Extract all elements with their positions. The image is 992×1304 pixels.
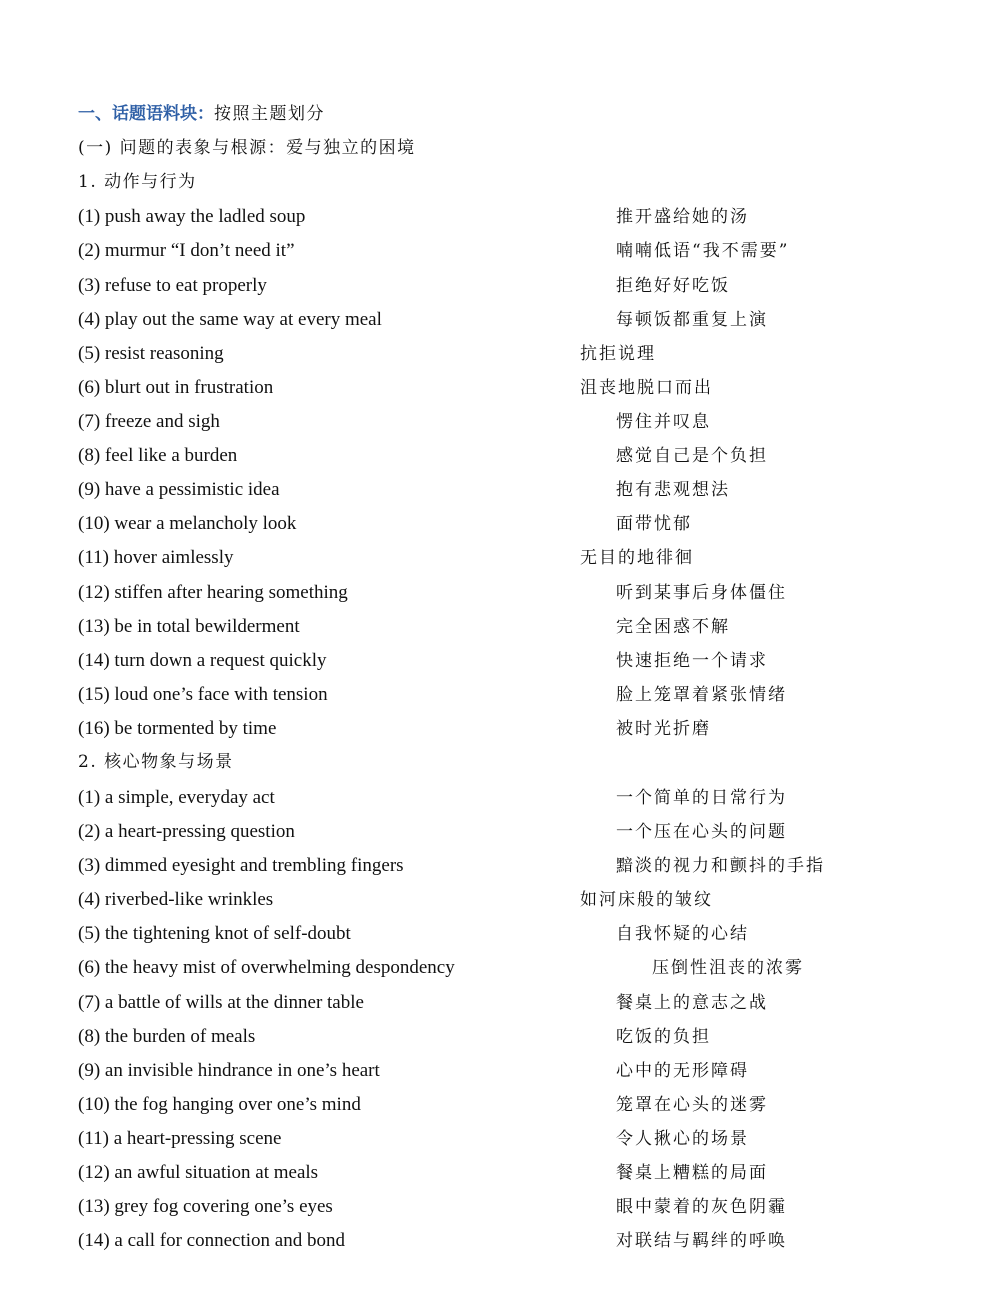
list-item-zh: 如河床般的皱纹: [580, 890, 713, 910]
list-item-en: (8) feel like a burden: [78, 445, 238, 466]
list-item-zh: 脸上笼罩着紧张情绪: [616, 685, 787, 705]
list-item-en: (5) resist reasoning: [78, 343, 224, 364]
list-item-zh: 愣住并叹息: [616, 412, 711, 432]
list-item-zh: 推开盛给她的汤: [616, 207, 749, 227]
list-item-zh: 抱有悲观想法: [616, 480, 730, 500]
list-item-zh: 压倒性沮丧的浓雾: [652, 958, 804, 978]
list-item-zh: 一个压在心头的问题: [616, 822, 787, 842]
list-item-zh: 黯淡的视力和颤抖的手指: [616, 856, 825, 876]
list-item-en: (1) a simple, everyday act: [78, 787, 275, 808]
list-item-en: (4) riverbed-like wrinkles: [78, 889, 274, 910]
list-item-en: (3) dimmed eyesight and trembling fingers: [78, 855, 404, 876]
list-item-en: (3) refuse to eat properly: [78, 275, 267, 296]
list-item-zh: 每顿饭都重复上演: [616, 310, 768, 330]
list-item-zh: 被时光折磨: [616, 719, 711, 739]
title-highlight: 一、话题语料块：: [78, 104, 214, 124]
list-item-en: (6) the heavy mist of overwhelming despondency: [78, 957, 455, 978]
list-item-zh: 抗拒说理: [580, 344, 656, 364]
list-item-en: (7) a battle of wills at the dinner table: [78, 992, 364, 1013]
list-item-en: (13) be in total bewilderment: [78, 616, 300, 637]
list-item-zh: 完全困惑不解: [616, 617, 730, 637]
list-item-en: (7) freeze and sigh: [78, 411, 220, 432]
list-item-zh: 拒绝好好吃饭: [616, 276, 730, 296]
list-item-zh: 餐桌上的意志之战: [616, 993, 768, 1013]
title-rest: 按照主题划分: [214, 104, 325, 124]
list-item-en: (15) loud one’s face with tension: [78, 684, 328, 705]
page-title: [78, 103, 325, 125]
list-item-zh: 听到某事后身体僵住: [616, 583, 787, 603]
list-item-zh: 面带忧郁: [616, 514, 692, 534]
list-item-en: (14) turn down a request quickly: [78, 650, 327, 671]
list-item-en: (14) a call for connection and bond: [78, 1230, 345, 1251]
section-1-title: 1. 动作与行为: [78, 172, 197, 192]
list-item-en: (5) the tightening knot of self-doubt: [78, 923, 351, 944]
list-item-en: (12) an awful situation at meals: [78, 1162, 319, 1183]
list-item-en: (10) wear a melancholy look: [78, 513, 297, 534]
list-item-en: (16) be tormented by time: [78, 718, 277, 739]
list-item-en: (1) push away the ladled soup: [78, 206, 306, 227]
list-item-zh: 沮丧地脱口而出: [580, 378, 713, 398]
list-item-zh: 一个简单的日常行为: [616, 788, 787, 808]
list-item-zh: 笼罩在心头的迷雾: [616, 1095, 768, 1115]
list-item-en: (13) grey fog covering one’s eyes: [78, 1196, 333, 1217]
list-item-zh: 无目的地徘徊: [580, 548, 694, 568]
list-item-en: (11) a heart-pressing scene: [78, 1128, 282, 1149]
section-2-title: 2. 核心物象与场景: [78, 752, 234, 772]
subheading: (一) 问题的表象与根源：爱与独立的困境: [78, 138, 416, 158]
list-item-en: (9) have a pessimistic idea: [78, 479, 280, 500]
list-item-zh: 自我怀疑的心结: [616, 924, 749, 944]
list-item-zh: 心中的无形障碍: [616, 1061, 749, 1081]
list-item-en: (12) stiffen after hearing something: [78, 582, 348, 603]
list-item-en: (4) play out the same way at every meal: [78, 309, 382, 330]
list-item-en: (11) hover aimlessly: [78, 547, 234, 568]
list-item-en: (2) murmur “I don’t need it”: [78, 240, 295, 261]
list-item-zh: 感觉自己是个负担: [616, 446, 768, 466]
list-item-zh: 对联结与羁绊的呼唤: [616, 1231, 787, 1251]
list-item-zh: 眼中蒙着的灰色阴霾: [616, 1197, 787, 1217]
list-item-en: (8) the burden of meals: [78, 1026, 256, 1047]
list-item-en: (9) an invisible hindrance in one’s heart: [78, 1060, 380, 1081]
list-item-zh: 令人揪心的场景: [616, 1129, 749, 1149]
list-item-zh: 喃喃低语“我不需要”: [616, 241, 790, 261]
list-item-zh: 餐桌上糟糕的局面: [616, 1163, 768, 1183]
list-item-zh: 吃饭的负担: [616, 1027, 711, 1047]
list-item-en: (6) blurt out in frustration: [78, 377, 274, 398]
list-item-zh: 快速拒绝一个请求: [616, 651, 768, 671]
list-item-en: (10) the fog hanging over one’s mind: [78, 1094, 361, 1115]
list-item-en: (2) a heart-pressing question: [78, 821, 295, 842]
